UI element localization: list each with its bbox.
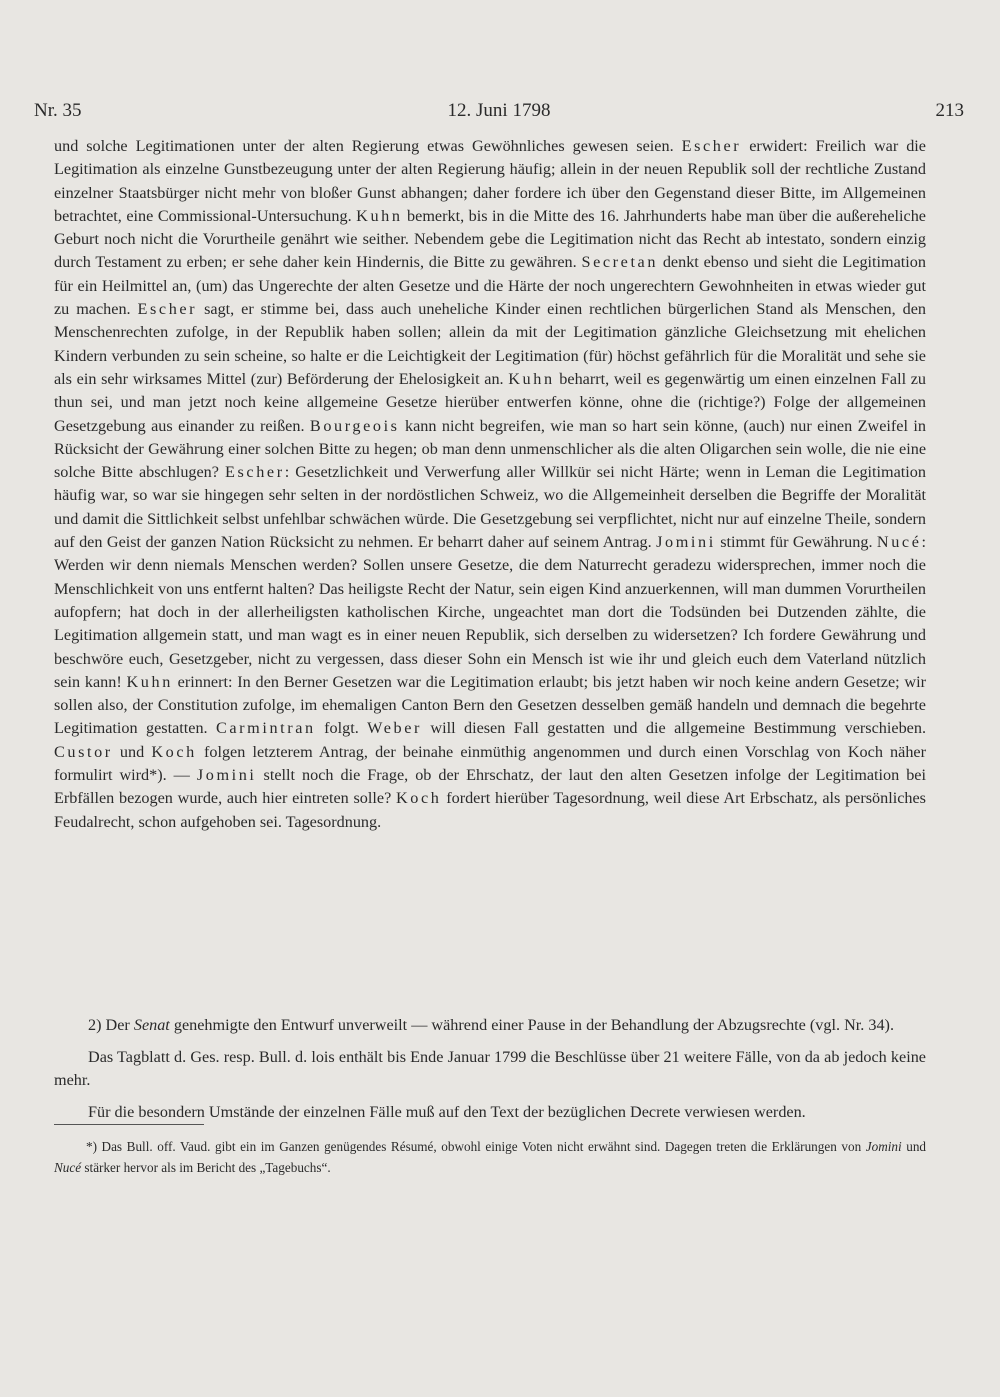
speaker-name: Kuhn <box>126 672 173 691</box>
speaker-name: Kuhn <box>508 369 555 388</box>
speaker-name: Carmintran <box>216 719 316 738</box>
speaker-name: Koch <box>151 742 197 761</box>
speaker-name: Nucé <box>876 533 922 552</box>
document-number: Nr. 35 <box>34 100 82 121</box>
note-senate: 2) Der Senat genehmigte den Entwurf unverweilt — während einer Pause in der Behandlung der Abzugsrechte (vgl. Nr. 34). <box>88 1016 894 1034</box>
speaker-name: Kuhn <box>356 206 403 225</box>
footnote-rule <box>54 1124 204 1125</box>
speaker-name: Escher <box>681 137 742 155</box>
document-date: 12. Juni 1798 <box>447 100 551 121</box>
note-tagblatt: Das Tagblatt d. Ges. resp. Bull. d. lois enthält bis Ende Januar 1799 die Beschlüsse über 21 weitere Fälle, von da ab jedoch keine mehr. <box>54 1048 926 1089</box>
speaker-name: Weber <box>367 719 422 738</box>
speaker-name: Bourgeois <box>309 416 400 435</box>
speaker-name: Escher <box>225 463 285 482</box>
speaker-name: Escher <box>137 300 198 319</box>
speaker-name: Secretan <box>581 253 659 272</box>
speaker-name: Koch <box>396 789 442 808</box>
speaker-name: Jomini <box>656 533 716 552</box>
page-header <box>34 100 964 128</box>
speaker-name: Jomini <box>196 766 257 785</box>
editorial-notes <box>54 1014 926 1133</box>
speaker-name: Custor <box>54 742 113 761</box>
footnote: *) Das Bull. off. Vaud. gibt ein im Ganzen genügendes Résumé, obwohl einige Voten nicht erwähnt sind. Dagegen treten die Erklärungen von Jomini und Nucé stärker hervor als im Bericht des „Tagebuchs“. <box>54 1139 927 1175</box>
main-text <box>54 135 926 834</box>
debate-paragraph: und solche Legitimationen unter der alten Regierung etwas Gewöhnliches gewesen seien. Escher erwidert: Freilich war die Legitimation als einzelne Gunstbezeugung unter der alten Regierung häufig; allein in der neuen Republik soll der rechtliche Zustand einzelner Staatsbürger nicht mehr von bloßer Gunst abhangen; daher fordere ich über den Gegenstand dieser Bitte, im Allgemeinen betrachtet, eine Commissional-Untersuchung. Kuhn bemerkt, bis in die Mitte des 16. Jahrhunderts habe man über die außereheliche Geburt noch nicht die Vorurtheile genährt wie seither. Nebendem gebe die Legitimation nicht das Recht ab intestato, sondern einzig durch Testament zu erben; er sehe daher kein Hindernis, die Bitte zu gewähren. Secretan denkt ebenso und sieht die Legitimation für ein Heilmittel an, (um) das Ungerechte der alten Gesetze und die Härte der noch ungerechtern Gewohnheiten in etwas wieder gut zu machen. Escher sagt, er stimme bei, dass auch uneheliche Kinder einen rechtlichen bürgerlichen Stand als Menschen, den Menschenrechten zufolge, in der Republik haben sollen; allein da mit der Legitimation gänzliche Gleichsetzung mit ehelichen Kindern verbunden zu sein scheine, so halte er die Leichtigkeit der Legitimation (für) höchst gefährlich für die Moralität und sehe sie als ein sehr wirksames Mittel (zur) Beförderung der Ehelosigkeit an. Kuhn beharrt, weil es gegenwärtig um einen einzelnen Fall zu thun sei, und man jetzt noch keine allgemeine Gesetze hierüber entwerfen könne, ohne die (richtige?) Folge der allgemeinen Gesetzgebung aus einander zu reißen. Bourgeois kann nicht begreifen, wie man so hart sein könne, (auch) nur einen Zweifel in Rücksicht der Gewährung einer solchen Bitte zu hegen; ob man denn unmenschlicher als die alten Oligarchen sein wolle, die nie eine solche Bitte abschlugen? Escher: Gesetzlichkeit und Verwerfung aller Willkür sei nicht Härte; wenn in Leman die Legitimation häufig war, so war sie hingegen sehr selten in der nordöstlichen Schweiz, wo die Allgemeinheit derselben die Begriffe der Moralität und damit die Sittlichkeit selbst unfehlbar schwächen würde. Die Gesetzgebung sei verpflichtet, nicht nur auf einzelne Theile, sondern auf den Geist der ganzen Nation Rücksicht zu nehmen. Er beharrt daher auf seinem Antrag. Jomini stimmt für Gewährung. Nucé: Werden wir denn niemals Menschen werden? Sollen unsere Gesetze, die dem Naturrecht geradezu widersprechen, immer noch die Menschlichkeit von uns entfernt halten? Das heiligste Recht der Natur, sein eigen Kind anzuerkennen, will man dummen Vorurtheilen aufopfern; hat doch in der allerheiligsten katholischen Kirche, ungeachtet man dort die Todsünden bei Dutzenden zählte, die Legitimation allgemein statt, und man wagt es in einer neuen Republik, sich derselben zu widersetzen? Ich fordere Gewährung und beschwöre euch, Gesetzgeber, nicht zu vergessen, dass dieser Sohn ein Mensch ist wie ihr und gleich euch dem Vaterland nützlich sein kann! Kuhn erinnert: In den Berner Gesetzen war die Legitimation erlaubt; bis jetzt haben wir noch keine andern Gesetze; wir sollen also, der Constitution zufolge, im ehemaligen Canton Bern den Gesetzen desselben gemäß handeln und demnach die begehrte Legitimation gestatten. Carmintran folgt. Weber will diesen Fall gestatten und die allgemeine Bestimmung verschieben. Custor und Koch folgen letzterem Antrag, der beinahe einmüthig angenommen und durch einen Vorschlag von Koch näher formulirt wird*). — Jomini stellt noch die Frage, ob der Ehrschatz, der laut den alten Gesetzen infolge der Legitimation bei Erbfällen bezogen wurde, auch hier eintreten solle? Koch fordert hierüber Tagesordnung, weil diese Art Erbschatz, als persönliches Feudalrecht, schon aufgehoben sei. Tagesordnung. <box>54 137 927 831</box>
note-decrees: Für die besondern Umstände der einzelnen Fälle muß auf den Text der bezüglichen Decrete verwiesen werden. <box>88 1103 806 1121</box>
page-number: 213 <box>935 100 964 121</box>
